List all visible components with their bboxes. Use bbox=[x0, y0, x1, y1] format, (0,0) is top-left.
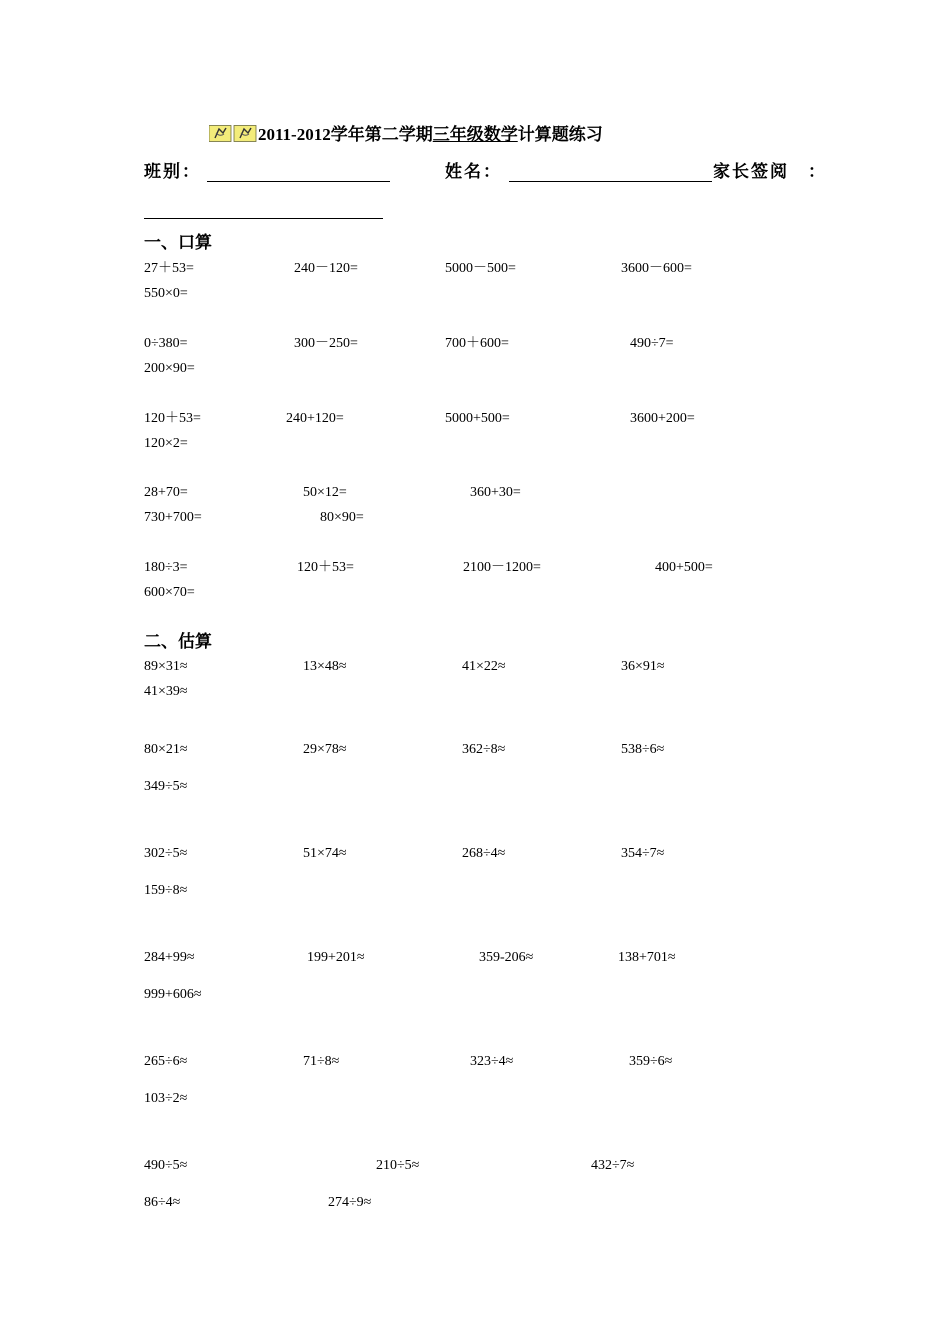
problem: 180÷3= bbox=[144, 560, 188, 575]
problem: 3600+200= bbox=[630, 411, 695, 426]
problem: 360+30= bbox=[470, 485, 521, 500]
problem: 41×22≈ bbox=[462, 659, 506, 674]
problem: 265÷6≈ bbox=[144, 1054, 188, 1069]
class-field[interactable] bbox=[207, 181, 390, 182]
problem: 359-206≈ bbox=[479, 950, 534, 965]
problem: 490÷5≈ bbox=[144, 1158, 188, 1173]
problem: 103÷2≈ bbox=[144, 1091, 188, 1106]
problem: 71÷8≈ bbox=[303, 1054, 340, 1069]
problem: 400+500= bbox=[655, 560, 713, 575]
problem: 159÷8≈ bbox=[144, 883, 188, 898]
problem: 27＋53= bbox=[144, 261, 194, 276]
problem: 5000－500= bbox=[445, 261, 516, 276]
problem: 86÷4≈ bbox=[144, 1195, 181, 1210]
problem: 50×12= bbox=[303, 485, 347, 500]
problem: 120＋53= bbox=[297, 560, 354, 575]
problem: 29×78≈ bbox=[303, 742, 347, 757]
problem: 199+201≈ bbox=[307, 950, 365, 965]
problem: 354÷7≈ bbox=[621, 846, 665, 861]
problem: 999+606≈ bbox=[144, 987, 202, 1002]
problem: 41×39≈ bbox=[144, 684, 188, 699]
problem: 268÷4≈ bbox=[462, 846, 506, 861]
problem: 13×48≈ bbox=[303, 659, 347, 674]
problem: 120＋53= bbox=[144, 411, 201, 426]
problem: 80×21≈ bbox=[144, 742, 188, 757]
section-title-estimation: 二、估算 bbox=[144, 632, 212, 651]
problem: 210÷5≈ bbox=[376, 1158, 420, 1173]
problem: 80×90= bbox=[320, 510, 364, 525]
problem: 120×2= bbox=[144, 436, 188, 451]
problem: 51×74≈ bbox=[303, 846, 347, 861]
problem: 0÷380= bbox=[144, 336, 188, 351]
problem: 700＋600= bbox=[445, 336, 509, 351]
problem: 36×91≈ bbox=[621, 659, 665, 674]
problem: 3600－600= bbox=[621, 261, 692, 276]
page-title bbox=[258, 125, 603, 145]
parent-signature-field[interactable] bbox=[144, 218, 383, 219]
problem: 284+99≈ bbox=[144, 950, 195, 965]
problem: 200×90= bbox=[144, 361, 195, 376]
problem: 362÷8≈ bbox=[462, 742, 506, 757]
title-prefix: 2011-2012学年第二学期 bbox=[258, 125, 433, 144]
problem: 359÷6≈ bbox=[629, 1054, 673, 1069]
problem: 274÷9≈ bbox=[328, 1195, 372, 1210]
problem: 2100－1200= bbox=[463, 560, 541, 575]
problem: 300－250= bbox=[294, 336, 358, 351]
problem: 240+120= bbox=[286, 411, 344, 426]
problem: 538÷6≈ bbox=[621, 742, 665, 757]
problem: 323÷4≈ bbox=[470, 1054, 514, 1069]
problem: 28+70= bbox=[144, 485, 188, 500]
title-suffix: 计算题练习 bbox=[517, 125, 603, 144]
problem: 5000+500= bbox=[445, 411, 510, 426]
class-label: 班别： bbox=[144, 162, 201, 181]
problem: 600×70= bbox=[144, 585, 195, 600]
section-title-mental-math: 一、口算 bbox=[144, 233, 212, 252]
parent-signature-label: 家长签阅 ： bbox=[713, 162, 827, 181]
problem: 240－120= bbox=[294, 261, 358, 276]
problem: 490÷7= bbox=[630, 336, 674, 351]
problem: 349÷5≈ bbox=[144, 779, 188, 794]
name-field[interactable] bbox=[509, 181, 712, 182]
problem: 550×0= bbox=[144, 286, 188, 301]
problem: 302÷5≈ bbox=[144, 846, 188, 861]
problem: 432÷7≈ bbox=[591, 1158, 635, 1173]
problem: 89×31≈ bbox=[144, 659, 188, 674]
name-label: 姓名： bbox=[445, 162, 502, 181]
problem: 730+700= bbox=[144, 510, 202, 525]
logo-icon bbox=[209, 125, 257, 142]
problem: 138+701≈ bbox=[618, 950, 676, 965]
title-grade: 三年级数学 bbox=[432, 125, 518, 144]
